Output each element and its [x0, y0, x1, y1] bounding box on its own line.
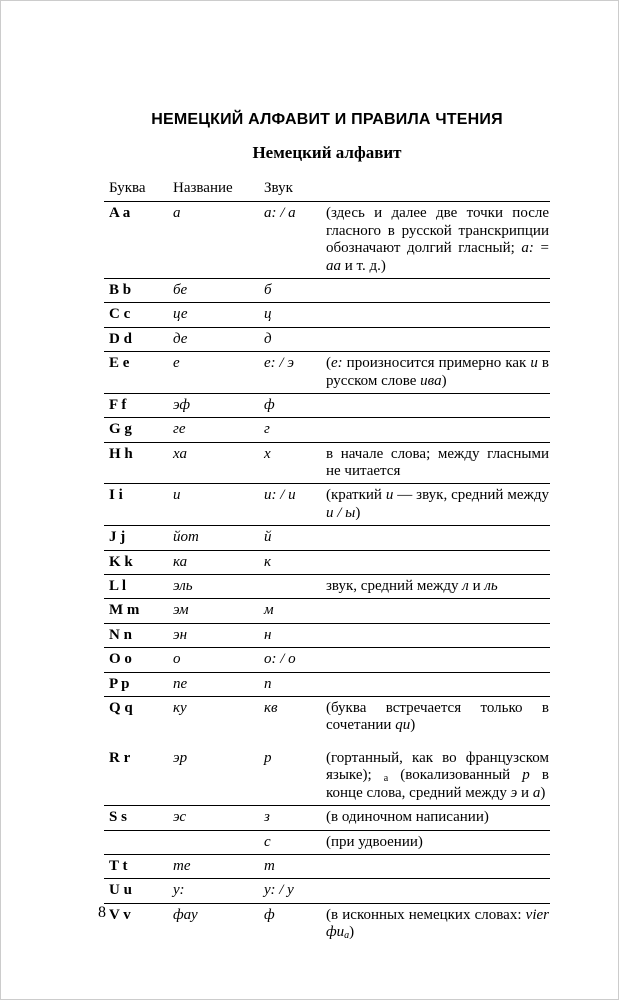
note-segment: ль: [484, 578, 498, 595]
note-segment: — звук, средний между: [393, 487, 549, 504]
alphabet-row: [104, 903, 550, 953]
note-segment: (при удвоении): [326, 833, 423, 850]
note-cell: [326, 672, 550, 696]
letter-cell: H h: [104, 442, 173, 484]
note-segment: в конце слова, средний между: [326, 767, 549, 801]
note-segment: э: [510, 784, 518, 801]
note-segment: ): [355, 504, 361, 521]
sound-cell: й: [264, 526, 326, 550]
sound-cell: т: [264, 854, 326, 878]
note-cell: [326, 747, 550, 806]
letter-cell: O o: [104, 648, 173, 672]
note-segment: (здесь и далее две точки после гласного в русской транскрипции обозначают долгий гласный;: [326, 205, 549, 257]
note-segment: в начале слова; между гласными не читается: [326, 445, 549, 480]
note-cell: [326, 903, 550, 953]
note-cell: [326, 526, 550, 550]
alphabet-row: [104, 526, 550, 550]
sound-cell: ф: [264, 906, 275, 923]
name-cell: це: [173, 303, 264, 327]
section-subtitle: Немецкий алфавит: [252, 143, 402, 162]
column-header-name: Название: [173, 178, 264, 202]
name-cell: [173, 830, 264, 854]
note-segment: и т. д.): [341, 257, 386, 274]
note-segment: и / ы: [326, 504, 356, 521]
sound-cell: п: [264, 672, 326, 696]
sound-cell: и: / и: [264, 484, 326, 526]
name-cell: бе: [173, 278, 264, 302]
letter-cell: [104, 830, 173, 854]
alphabet-row: [104, 202, 550, 279]
alphabet-row: [104, 352, 550, 394]
note-cell: [326, 393, 550, 417]
note-segment: vier: [525, 906, 549, 923]
name-cell: ку: [173, 699, 187, 716]
note-cell: [326, 327, 550, 351]
note-cell: [326, 575, 550, 599]
letter-cell: F f: [104, 393, 173, 417]
note-segment: аа: [326, 257, 341, 274]
alphabet-row: [104, 442, 550, 484]
letter-cell: N n: [104, 623, 173, 647]
sound-cell: з: [264, 806, 326, 830]
column-header-notes: [326, 178, 550, 202]
letter-cell: R r: [104, 747, 173, 806]
note-cell: [326, 418, 550, 442]
note-segment: (: [326, 355, 331, 372]
note-segment: (в исконных немецких словах:: [326, 906, 526, 923]
name-cell: эф: [173, 393, 264, 417]
alphabet-row: [104, 623, 550, 647]
note-segment: ): [540, 784, 546, 801]
note-cell: [326, 550, 550, 574]
note-cell: [326, 623, 550, 647]
note-cell: [326, 854, 550, 878]
alphabet-row: [104, 696, 550, 746]
note-segment: е:: [331, 355, 343, 372]
alphabet-row: [104, 575, 550, 599]
note-segment: (в одиночном написании): [326, 809, 489, 826]
alphabet-row: [104, 830, 550, 854]
letter-cell: G g: [104, 418, 173, 442]
note-segment: ива: [420, 372, 442, 389]
name-cell: о: [173, 648, 264, 672]
name-cell: ге: [173, 418, 264, 442]
name-cell: ха: [173, 442, 264, 484]
letter-cell: S s: [104, 806, 173, 830]
note-cell: [326, 303, 550, 327]
note-segment: ): [410, 717, 416, 734]
note-segment: а: [383, 773, 389, 785]
note-segment: и: [385, 487, 394, 504]
alphabet-row: [104, 418, 550, 442]
column-header-sound: Звук: [264, 178, 326, 202]
note-segment: и: [530, 355, 538, 372]
letter-cell: L l: [104, 575, 173, 599]
sound-cell: с: [264, 830, 326, 854]
alphabet-row: [104, 303, 550, 327]
name-cell: эн: [173, 623, 264, 647]
sound-cell: н: [264, 623, 326, 647]
alphabet-row: [104, 393, 550, 417]
note-cell: [326, 202, 550, 279]
name-cell: йот: [173, 526, 264, 550]
note-segment: ): [349, 924, 355, 941]
note-cell: [326, 484, 550, 526]
note-segment: (краткий: [326, 487, 386, 504]
sound-cell: [264, 575, 326, 599]
page-number: 8: [98, 904, 106, 921]
letter-cell: I i: [104, 484, 173, 526]
name-cell: эр: [173, 747, 264, 806]
column-header-letter: Буква: [104, 178, 173, 202]
page-content: [104, 111, 550, 954]
sound-cell: ф: [264, 393, 326, 417]
note-segment: и: [517, 784, 533, 801]
note-segment: произносится примерно как: [342, 355, 531, 372]
name-cell: эль: [173, 575, 264, 599]
note-cell: [326, 648, 550, 672]
sound-cell: е: / э: [264, 352, 326, 394]
alphabet-row: [104, 806, 550, 830]
letter-cell: K k: [104, 550, 173, 574]
alphabet-row: [104, 854, 550, 878]
name-cell: де: [173, 327, 264, 351]
note-segment: фи: [326, 924, 345, 941]
name-cell: ка: [173, 550, 264, 574]
alphabet-row: [104, 648, 550, 672]
name-cell: е: [173, 352, 264, 394]
sound-cell: д: [264, 327, 326, 351]
note-segment: (гортанный, как во французском языке);: [326, 749, 549, 784]
letter-cell: D d: [104, 327, 173, 351]
alphabet-row: [104, 278, 550, 302]
sound-cell: ц: [264, 303, 326, 327]
sound-cell: г: [264, 418, 326, 442]
sound-cell: к: [264, 550, 326, 574]
note-segment: qu: [395, 717, 411, 734]
name-cell: пе: [173, 672, 264, 696]
alphabet-row: [104, 550, 550, 574]
note-segment: ): [441, 372, 447, 389]
note-segment: =: [533, 240, 549, 257]
sound-cell: м: [264, 599, 326, 623]
name-cell: эс: [173, 806, 264, 830]
sound-cell: у: / у: [264, 879, 326, 903]
alphabet-row: [104, 672, 550, 696]
note-cell: [326, 352, 550, 394]
alphabet-table: [104, 178, 550, 954]
letter-cell: V v: [109, 906, 131, 923]
letter-cell: E e: [104, 352, 173, 394]
name-cell: те: [173, 854, 264, 878]
note-cell: [326, 278, 550, 302]
note-cell: [326, 830, 550, 854]
note-segment: а: [344, 930, 350, 942]
note-segment: л: [462, 578, 469, 595]
letter-cell: U u: [104, 879, 173, 903]
alphabet-row: [104, 879, 550, 903]
page-title: НЕМЕЦКИЙ АЛФАВИТ И ПРАВИЛА ЧТЕНИЯ: [151, 111, 503, 128]
name-cell: фау: [173, 906, 198, 923]
note-cell: [326, 879, 550, 903]
letter-cell: B b: [104, 278, 173, 302]
note-segment: р: [522, 767, 530, 784]
note-segment: в русском слове: [326, 355, 549, 389]
note-segment: а: [532, 784, 541, 801]
note-cell: [326, 599, 550, 623]
sound-cell: х: [264, 442, 326, 484]
letter-cell: A a: [104, 202, 173, 279]
sound-cell: р: [264, 747, 326, 806]
letter-cell: M m: [104, 599, 173, 623]
letter-cell: C c: [104, 303, 173, 327]
letter-cell: J j: [104, 526, 173, 550]
letter-cell: T t: [104, 854, 173, 878]
name-cell: эм: [173, 599, 264, 623]
note-segment: и: [468, 578, 485, 595]
note-segment: а:: [521, 240, 534, 257]
letter-cell: P p: [104, 672, 173, 696]
name-cell: а: [173, 202, 264, 279]
note-cell: [326, 442, 550, 484]
sound-cell: а: / а: [264, 202, 326, 279]
sound-cell: о: / о: [264, 648, 326, 672]
note-segment: (буква встречается только в сочетании: [326, 699, 549, 734]
sound-cell: б: [264, 278, 326, 302]
name-cell: у:: [173, 879, 264, 903]
sound-cell: кв: [264, 699, 278, 716]
alphabet-row: [104, 327, 550, 351]
note-cell: [326, 806, 550, 830]
name-cell: и: [173, 484, 264, 526]
letter-cell: Q q: [109, 699, 133, 716]
note-segment: звук, средний между: [326, 578, 463, 595]
alphabet-row: [104, 599, 550, 623]
table-header-row: [104, 178, 550, 202]
alphabet-row: [104, 484, 550, 526]
alphabet-row: [104, 747, 550, 806]
note-segment: (вокализованный: [388, 767, 523, 784]
note-cell: [326, 696, 550, 746]
